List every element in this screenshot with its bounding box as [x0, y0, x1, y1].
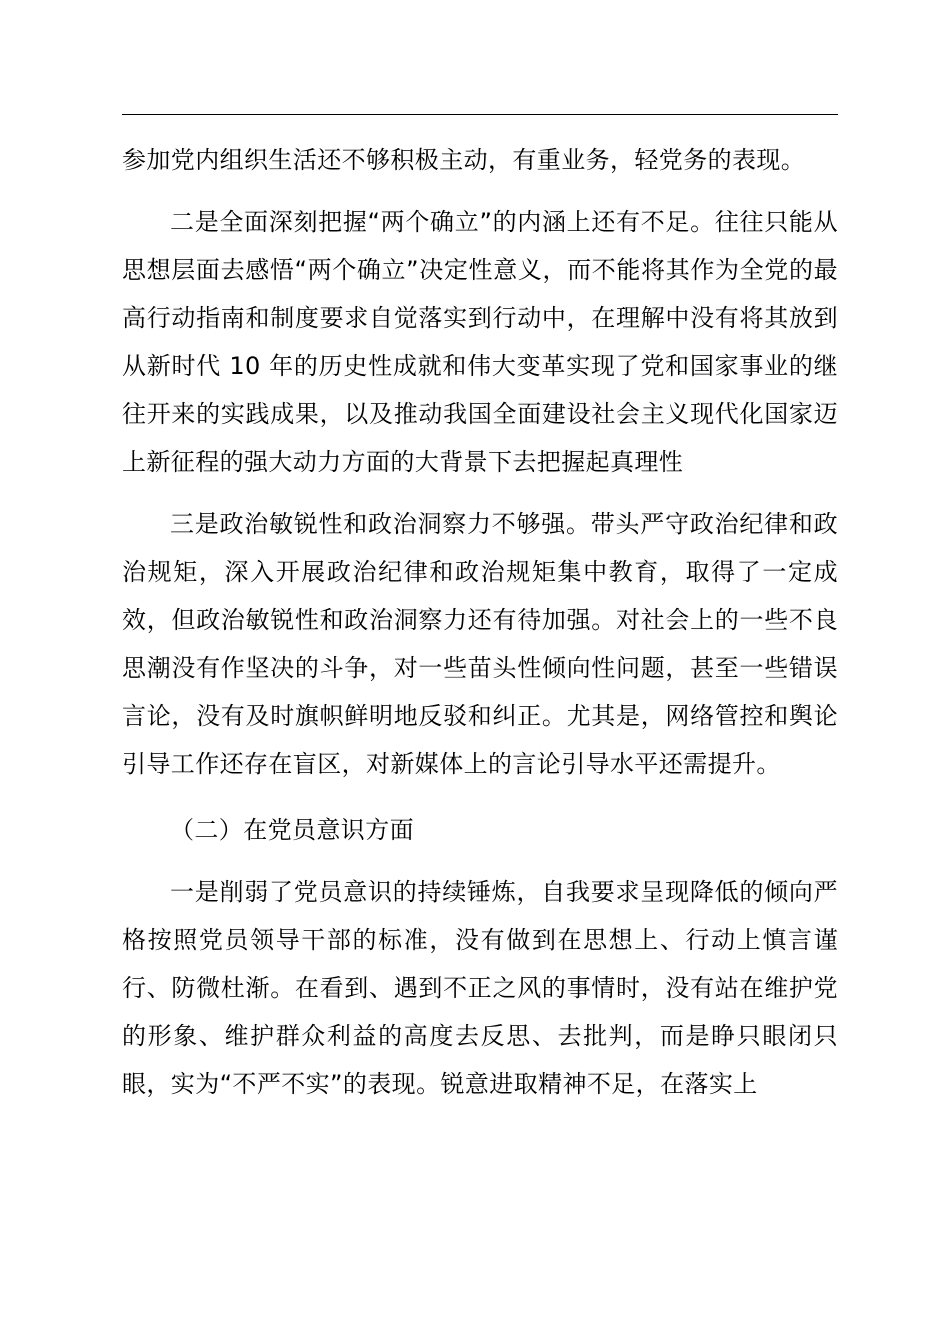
header-rule [122, 114, 838, 115]
paragraph-point-two: 二是全面深刻把握“两个确立”的内涵上还有不足。往往只能从思想层面去感悟“两个确立”决定性意义，而不能将其作为全党的最高行动指南和制度要求自觉落实到行动中，在理解中没有将其放到从新时代 10 年的历史性成就和伟大变革实现了党和国家事业的继往开来的实践成果，以及推动我国全面建设社会主义现代化国家迈上新征程的强大动力方面的大背景下去把握起真理性 [122, 208, 838, 476]
paragraph-point-three: 三是政治敏锐性和政治洞察力不够强。带头严守政治纪律和政治规矩，深入开展政治纪律和政治规矩集中教育，取得了一定成效，但政治敏锐性和政治洞察力还有待加强。对社会上的一些不良思潮没有作坚决的斗争，对一些苗头性倾向性问题，甚至一些错误言论，没有及时旗帜鲜明地反驳和纠正。尤其是，网络管控和舆论引导工作还存在盲区，对新媒体上的言论引导水平还需提升。 [122, 510, 838, 778]
document-body [122, 136, 838, 1108]
paragraph-section-point-one: 一是削弱了党员意识的持续锤炼，自我要求呈现降低的倾向严格按照党员领导干部的标准，没有做到在思想上、行动上慎言谨行、防微杜渐。在看到、遇到不正之风的事情时，没有站在维护党的形象、维护群众利益的高度去反思、去批判，而是睁只眼闭只眼，实为“不严不实”的表现。锐意进取精神不足，在落实上 [122, 878, 838, 1098]
section-heading: （二）在党员意识方面 [170, 816, 414, 844]
paragraph-continuation: 参加党内组织生活还不够积极主动，有重业务，轻党务的表现。 [122, 146, 806, 174]
